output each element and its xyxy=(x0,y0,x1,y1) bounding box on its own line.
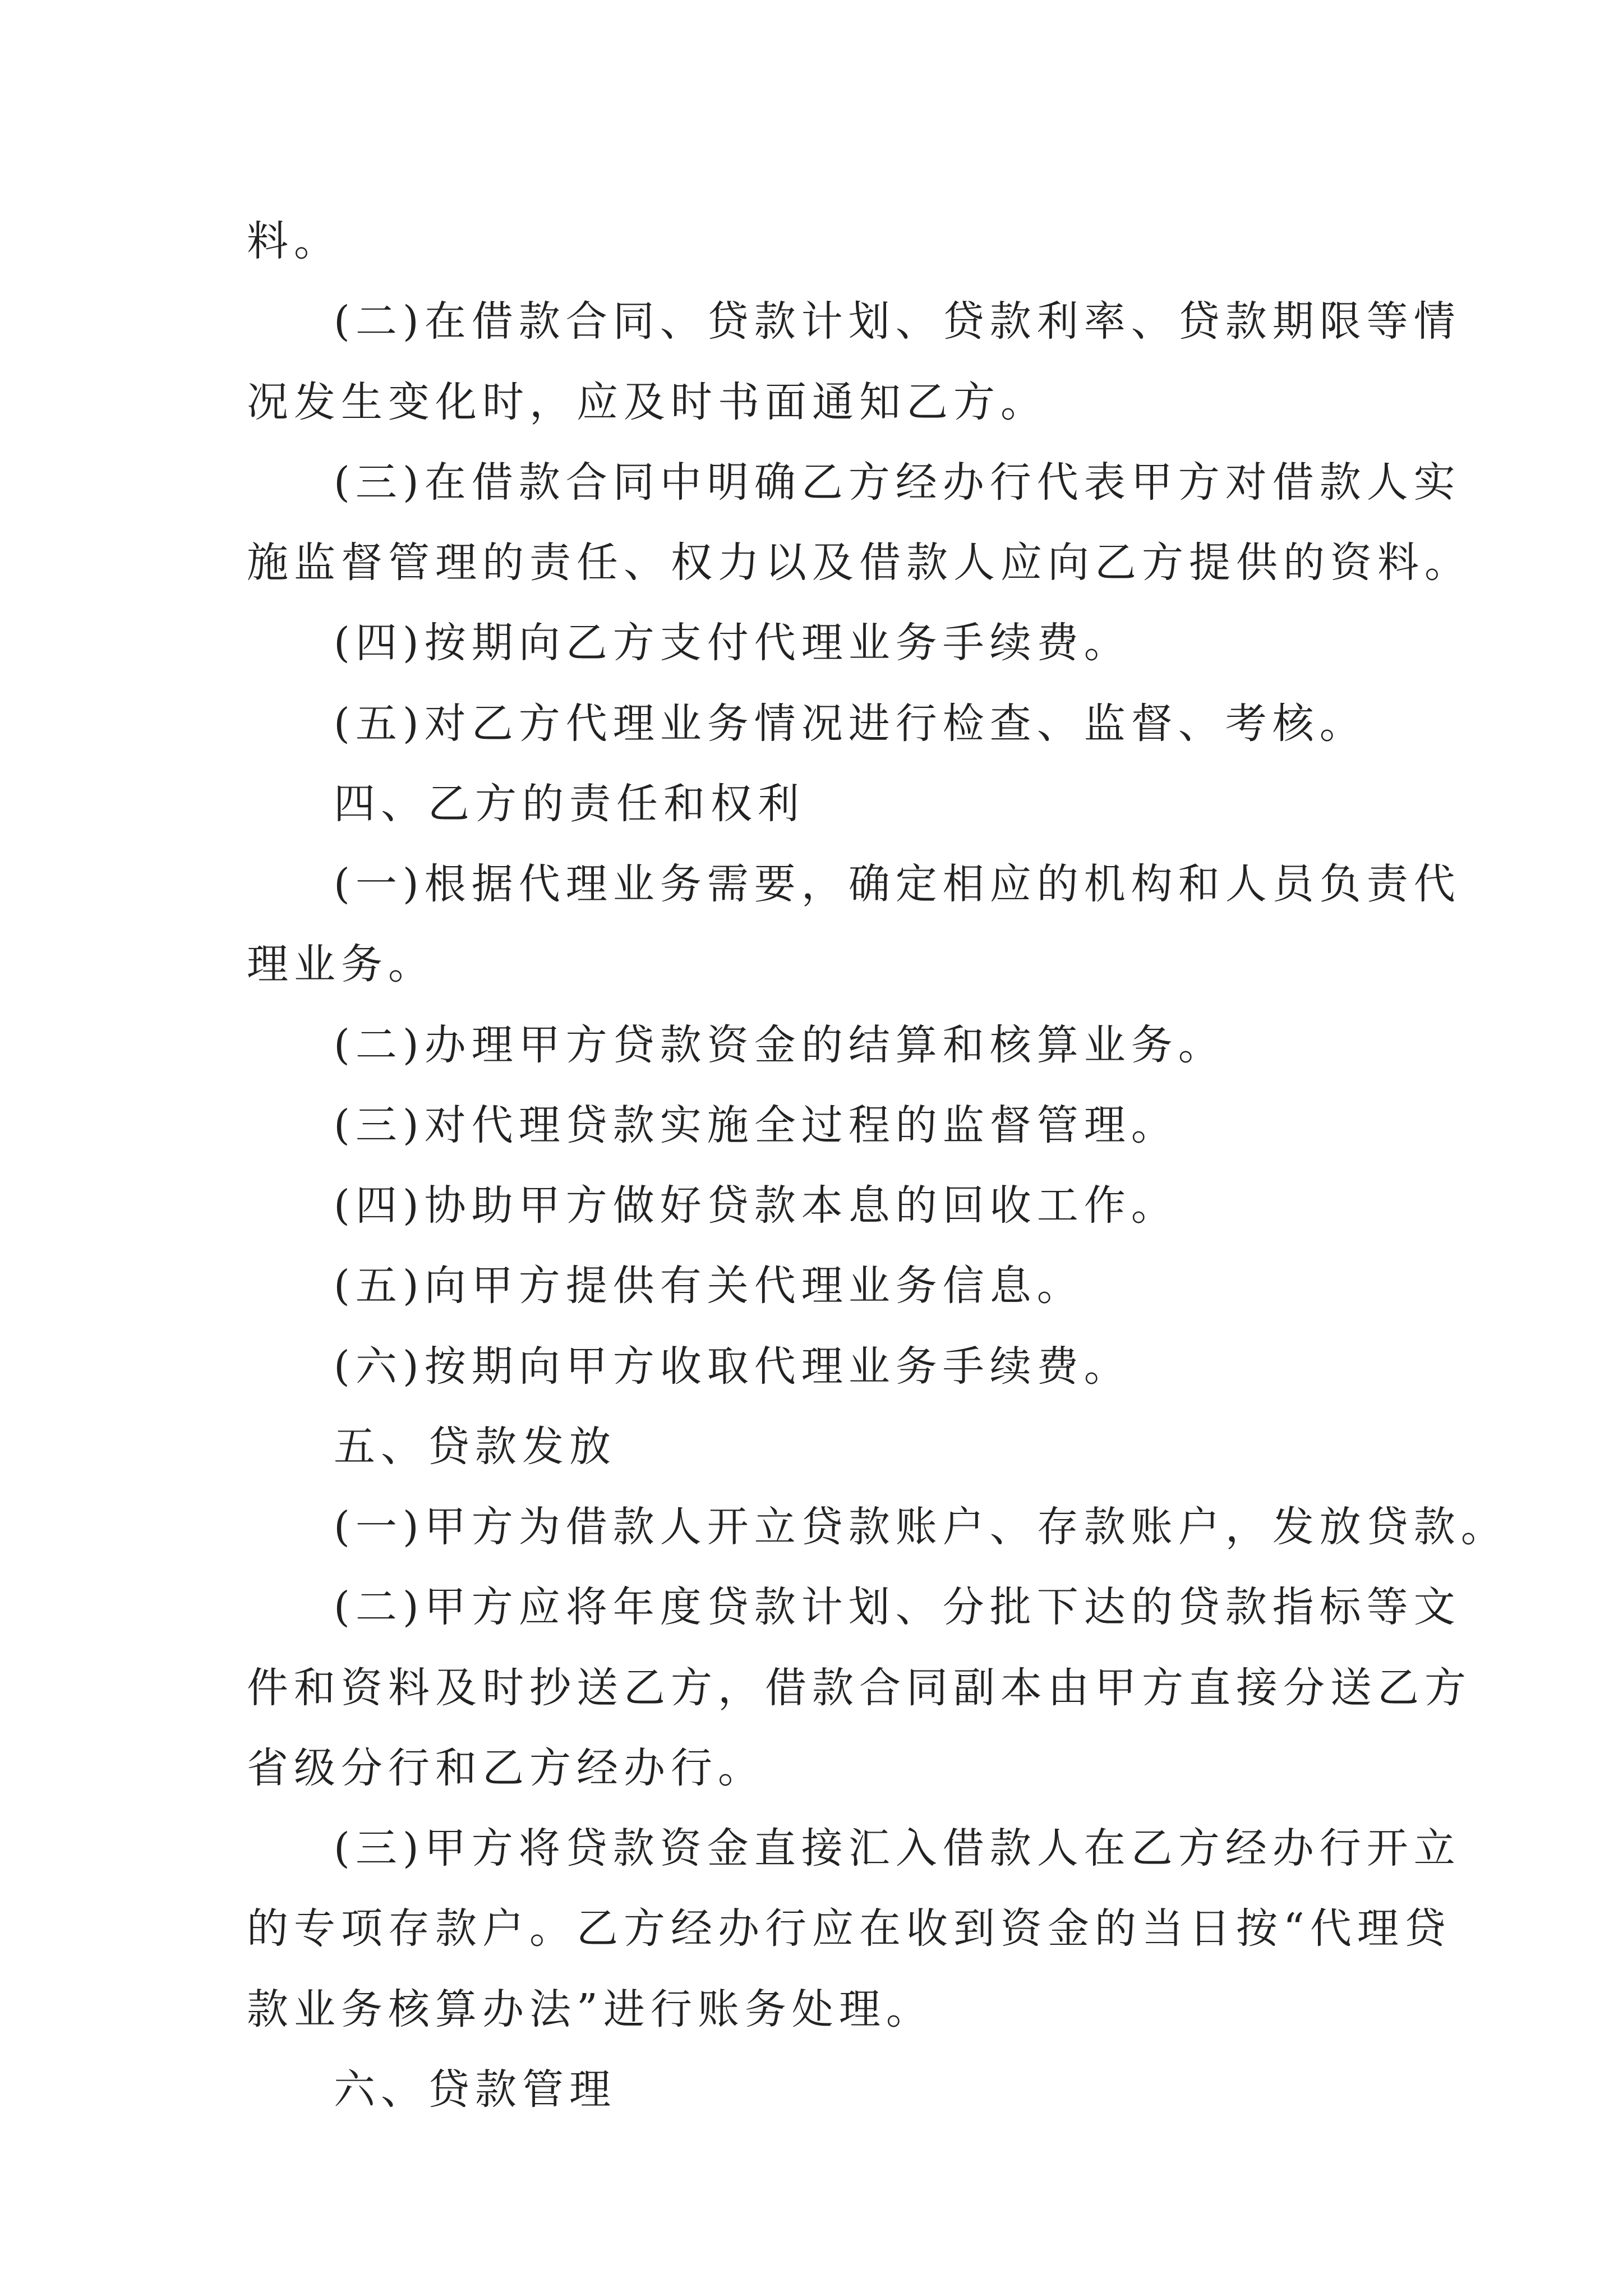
text-line: (一)根据代理业务需要，确定相应的机构和人员负责代 xyxy=(334,860,1461,908)
text-line: (五)向甲方提供有关代理业务信息。 xyxy=(334,1262,1084,1310)
text-line: (二)甲方应将年度贷款计划、分批下达的贷款指标等文 xyxy=(334,1583,1461,1631)
text-line: 件和资料及时抄送乙方，借款合同副本由甲方直接分送乙方 xyxy=(247,1664,1472,1712)
text-line: (二)在借款合同、贷款计划、贷款利率、贷款期限等情 xyxy=(334,297,1461,346)
section-heading: 四、乙方的责任和权利 xyxy=(334,780,805,828)
text-line: 施监督管理的责任、权力以及借款人应向乙方提供的资料。 xyxy=(247,539,1472,587)
text-line: 的专项存款户。乙方经办行应在收到资金的当日按“代理贷 xyxy=(247,1904,1451,1953)
text-line: 理业务。 xyxy=(247,940,435,988)
text-line: (六)按期向甲方收取代理业务手续费。 xyxy=(334,1342,1131,1391)
text-line: (三)甲方将贷款资金直接汇入借款人在乙方经办行开立 xyxy=(334,1824,1461,1872)
text-line: (一)甲方为借款人开立贷款账户、存款账户，发放贷款。 xyxy=(334,1503,1508,1551)
section-heading: 五、贷款发放 xyxy=(334,1423,616,1471)
text-line: (四)协助甲方做好贷款本息的回收工作。 xyxy=(334,1181,1178,1230)
text-line: (三)在借款合同中明确乙方经办行代表甲方对借款人实 xyxy=(334,458,1461,507)
text-line: 料。 xyxy=(247,217,341,265)
text-line: 省级分行和乙方经办行。 xyxy=(247,1744,765,1792)
section-heading: 六、贷款管理 xyxy=(334,2065,616,2114)
text-line: (二)办理甲方贷款资金的结算和核算业务。 xyxy=(334,1021,1225,1069)
text-line: 况发生变化时，应及时书面通知乙方。 xyxy=(247,378,1048,426)
text-line: (四)按期向乙方支付代理业务手续费。 xyxy=(334,619,1131,667)
text-line: (五)对乙方代理业务情况进行检查、监督、考核。 xyxy=(334,700,1367,748)
text-line: (三)对代理贷款实施全过程的监督管理。 xyxy=(334,1101,1178,1149)
text-line: 款业务核算办法”进行账务处理。 xyxy=(247,1985,933,2033)
